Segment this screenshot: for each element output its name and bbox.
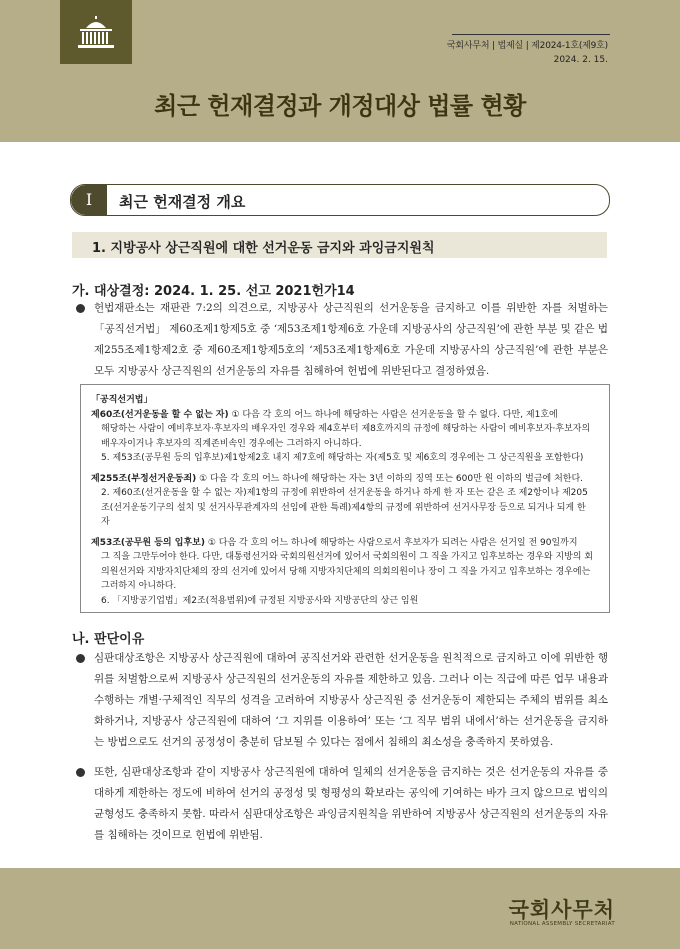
footer-organization: 국회사무처 bbox=[508, 898, 615, 922]
article-255-item-2: 2. 제60조(선거운동을 할 수 없는 자)제1항의 규정에 위반하여 선거운동을 하거나 하게 한 자 또는 같은 조 제2항이나 제205조(선거운동기구의 설치 및 선거사무관계자의 선임에 관한 특례)제4항의 규정에 위반하여 선거사무장 등으로 되거나 되게 한 자 bbox=[101, 488, 588, 527]
section-number: I bbox=[71, 185, 107, 215]
national-assembly-building-icon bbox=[74, 16, 118, 50]
article-53-text: ① 다음 각 호의 어느 하나에 해당하는 사람으로서 후보자가 되려는 사람은 선거일 전 90일까지 bbox=[204, 537, 578, 548]
subsection-title: 1. 지방공사 상근직원에 대한 선거운동 금지와 과잉금지원칙 bbox=[92, 241, 435, 256]
article-60 bbox=[91, 408, 596, 423]
bullet-icon bbox=[76, 654, 85, 663]
article-53 bbox=[91, 536, 596, 551]
article-60-text: ① 다음 각 호의 어느 하나에 해당하는 사람은 선거운동을 할 수 없다. 다만, 제1호에 bbox=[228, 409, 558, 420]
statute-title: 「공직선거법」 bbox=[91, 395, 153, 405]
issue-meta: 국회사무처 | 법제실 | 제2024-1호(제9호) bbox=[446, 41, 608, 51]
logo-block bbox=[60, 0, 132, 64]
article-53-heading: 제53조(공무원 등의 입후보) bbox=[91, 537, 205, 548]
article-53-item-6: 6. 「지방공기업법」제2조(적용범위)에 규정된 지방공사와 지방공단의 상근 임원 bbox=[101, 595, 419, 606]
bullet-icon bbox=[76, 304, 85, 313]
article-255 bbox=[91, 472, 596, 487]
section-header bbox=[70, 184, 610, 216]
section-title: 최근 헌재결정 개요 bbox=[119, 193, 246, 211]
subsection-header bbox=[72, 232, 607, 258]
header-band bbox=[0, 0, 680, 142]
article-255-text: ① 다음 각 호의 어느 하나에 해당하는 자는 3년 이하의 징역 또는 600만 원 이하의 벌금에 처한다. bbox=[196, 473, 584, 484]
bullet-icon bbox=[76, 768, 85, 777]
article-60-continuation: 해당하는 사람이 예비후보자·후보자의 배우자인 경우와 제4호부터 제8호까지의 규정에 해당하는 사람이 예비후보자·후보자의 배우자이거나 후보자의 직계존비속인 경우에는 그러하지 아니하다. bbox=[101, 424, 591, 449]
statute-box bbox=[80, 384, 610, 613]
decision-heading: 가. 대상결정: 2024. 1. 25. 선고 2021헌가14 bbox=[72, 284, 355, 299]
meta-divider bbox=[452, 34, 610, 35]
decision-summary bbox=[76, 298, 608, 382]
article-60-heading: 제60조(선거운동을 할 수 없는 자) bbox=[91, 409, 229, 420]
article-60-item-5: 5. 제53조(공무원 등의 입후보)제1항제2호 내지 제7호에 해당하는 자(제5호 및 제6호의 경우에는 그 상근직원을 포함한다) bbox=[101, 453, 584, 463]
footer-organization-english: NATIONAL ASSEMBLY SECRETARIAT bbox=[509, 921, 615, 927]
issue-date: 2024. 2. 15. bbox=[553, 55, 608, 65]
reasoning-point-1 bbox=[76, 648, 608, 753]
decision-summary-text: 헌법재판소는 재판관 7:2의 의견으로, 지방공사 상근직원의 선거운동을 금지하고 이를 위반한 자를 처벌하는 「공직선거법」 제60조제1항제5호 중 ‘제53조제1항제6호 가운데 지방공사의 상근직원’에 관한 부분 및 같은 법 제255조제1항제2호 중 제60조제1항제5호의 ‘제53조제1항제6호 가운데 지방공사의 상근직원’에 관한 부분은 모두 지방공사 상근직원의 선거운동의 자유를 침해하여 헌법에 위반된다고 결정하였음. bbox=[94, 302, 608, 377]
article-255-heading: 제255조(부정선거운동죄) bbox=[91, 473, 197, 484]
reasoning-point-2-text: 또한, 심판대상조항과 같이 지방공사 상근직원에 대하여 일체의 선거운동을 금지하는 것은 선거운동의 자유를 중대하게 제한하는 정도에 비하여 선거의 공정성 및 형평성의 확보라는 공익에 기여하는 바가 크지 않으므로 법익의 균형성도 충족하지 못함. 따라서 심판대상조항은 과잉금지원칙을 위반하여 지방공사 상근직원의 선거운동의 자유를 침해하는 것이므로 헌법에 위반됨. bbox=[94, 766, 608, 841]
reasoning-heading: 나. 판단이유 bbox=[72, 632, 145, 647]
footer-band bbox=[0, 868, 680, 949]
article-53-continuation: 그 직을 그만두어야 한다. 다만, 대통령선거와 국회의원선거에 있어서 국회의원이 그 직을 가지고 입후보하는 경우와 지방의 회의원선거와 지방자치단체의 장의 선거에 있어서 당해 지방자치단체의 의회의원이나 장이 그 직을 가지고 입후보하는 경우에는 그러하지 아니하다. bbox=[101, 552, 594, 591]
reasoning-point-1-text: 심판대상조항은 지방공사 상근직원에 대하여 공직선거와 관련한 선거운동을 원칙적으로 금지하고 이에 위반한 행위를 처벌함으로써 지방공사 상근직원의 선거운동의 자유를 제한하고 있음. 그러나 이는 직급에 따른 업무 내용과 수행하는 개별·구체적인 직무의 성격을 고려하여 지방공사 상근직원 중 선거운동이 제한되는 주체의 범위를 최소화하거나, 지방공사 상근직원에 대하여 ‘그 지위를 이용하여’ 또는 ‘그 직무 범위 내에서’하는 선거운동을 금지하는 방법으로도 선거의 공정성이 충분히 담보될 수 있다는 점에서 침해의 최소성을 충족하지 못하였음. bbox=[94, 652, 608, 748]
page-title: 최근 헌재결정과 개정대상 법률 현황 bbox=[154, 92, 526, 120]
reasoning-point-2 bbox=[76, 762, 608, 846]
